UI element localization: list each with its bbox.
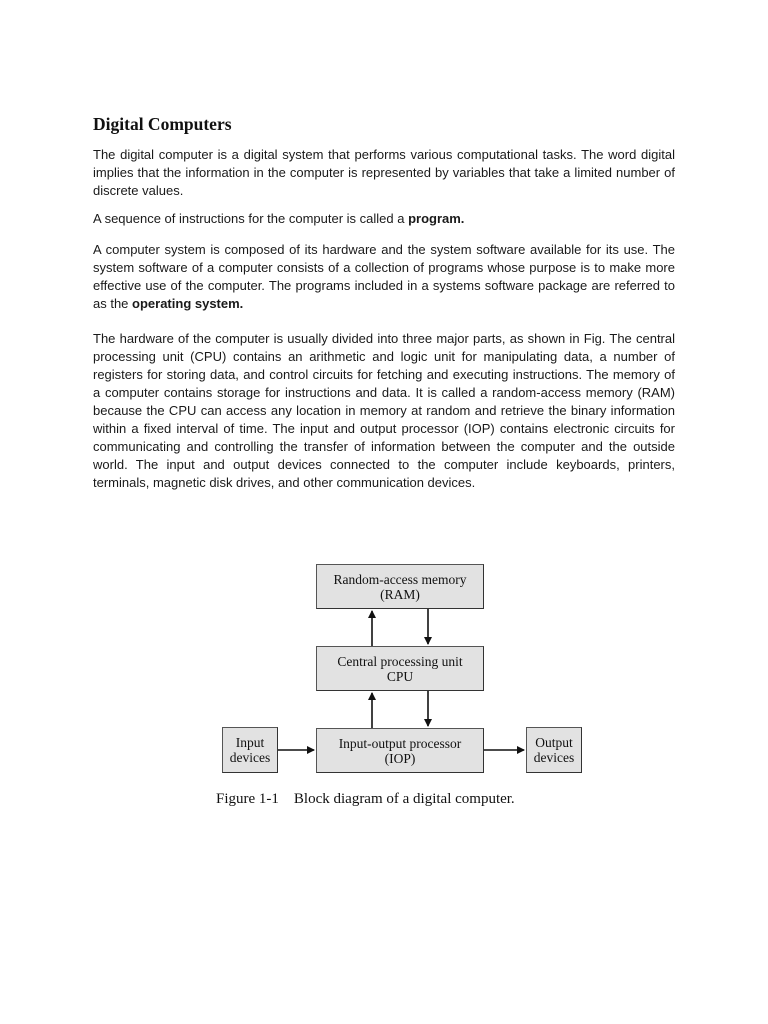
operating-system-term: operating system. (132, 296, 244, 311)
output-devices-box (526, 727, 582, 773)
input-label-line1: Input (235, 735, 265, 750)
output-label-line2: devices (533, 750, 575, 765)
cpu-label-line1: Central processing unit (337, 653, 463, 669)
iop-label-line2: (IOP) (384, 750, 416, 766)
program-term: program. (408, 211, 465, 226)
paragraph-os-text: A computer system is composed of its hardware and the system software available for its use. The system software of a computer consists of a collection of programs whose purpose is to make more effective use of the computer. The programs included in a systems software package are referred to as the (93, 242, 675, 311)
iop-label-line1: Input-output processor (338, 735, 462, 751)
paragraph-program-text: A sequence of instructions for the computer is called a (93, 211, 409, 226)
cpu-label-line2: CPU (386, 668, 414, 684)
figure-caption: Figure 1-1 Block diagram of a digital computer. (216, 791, 515, 807)
output-label-line1: Output (535, 735, 573, 750)
ram-label-line1: Random-access memory (333, 571, 467, 587)
input-label-line2: devices (229, 750, 271, 765)
ram-box (316, 564, 484, 609)
page-title: Digital Computers (93, 114, 232, 134)
input-devices-box (222, 727, 278, 773)
iop-box (316, 728, 484, 773)
cpu-box (316, 646, 484, 691)
paragraph-intro: The digital computer is a digital system that performs various computational tasks. The word digital implies that the information in the computer is represented by variables that take a limited number of discrete values. (93, 147, 675, 198)
paragraph-hardware: The hardware of the computer is usually divided into three major parts, as shown in Fig. The central processing unit (CPU) contains an arithmetic and logic unit for manipulating data, a number of registers for storing data, and control circuits for fetching and executing instructions. The memory of a computer contains storage for instructions and data. It is called a random-access memory (RAM) because the CPU can access any location in memory at random and retrieve the binary information within a fixed interval of time. The input and output processor (IOP) contains electronic circuits for communicating and controlling the transfer of information between the computer and the outside world. The input and output devices connected to the computer include keyboards, printers, terminals, magnetic disk drives, and other communication devices. (93, 331, 675, 490)
ram-label-line2: (RAM) (380, 586, 420, 602)
